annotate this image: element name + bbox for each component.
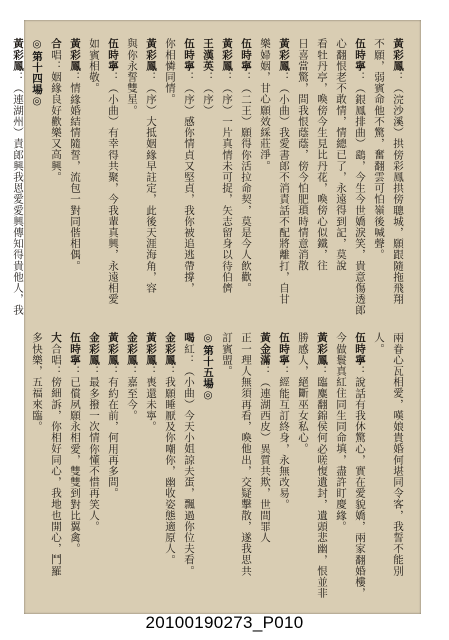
line-text: ：情緣婚結情隨誓，流包一對同偕相偶。: [69, 71, 81, 272]
speaker-name: 伍時寧: [354, 38, 366, 72]
lower-columns: [31, 332, 407, 602]
line-text: 人。: [373, 332, 385, 355]
line-text: ：（浣沙溪）拱傍彩鳳拱傍聰城，願跟隨拖飛翔: [392, 71, 404, 305]
line-text: ：經能互訂終身，永無改易。: [278, 365, 290, 510]
line-text: ：最多撥一次情你懂不惜再笑人。: [88, 365, 100, 532]
speaker-name: 黃彩鳳: [69, 38, 81, 72]
line-text: 與你永誓雙星。: [126, 38, 138, 116]
script-line: [122, 38, 141, 328]
script-line: [236, 332, 255, 602]
script-line: [293, 38, 312, 328]
line-text: 不願，弱賓命他不驚，奮翻雲可怕嶺後喊聲。: [373, 38, 385, 260]
line-text: 今做鬟真紅住同生同命填，盡許盯慶緣。: [335, 332, 347, 532]
script-line: [217, 38, 236, 328]
script-line: [274, 38, 293, 328]
line-text: ：我願睡厭及你嘲你，幽收姿態適原人。: [164, 365, 176, 566]
script-line: [331, 332, 350, 602]
script-line: [217, 332, 236, 602]
line-text: 紅：（小曲）今天小姐諒夫蛋，飄過你位夫看。: [183, 343, 195, 577]
speaker-name: 黃彩鳳: [107, 332, 119, 366]
speaker-name: 黃彩鳳: [221, 38, 233, 72]
speaker-name: 黃彩鳳: [145, 332, 157, 366]
script-line: [65, 38, 84, 328]
script-line: [122, 332, 141, 602]
script-line: [312, 38, 331, 328]
script-line: [179, 38, 198, 328]
script-line: [255, 332, 274, 602]
speaker-name: 金彩鳳: [126, 332, 138, 366]
script-line: [369, 332, 388, 602]
speaker-name: 伍時寧: [278, 332, 290, 366]
line-text: ：（銀鳳排曲）鷂，今生今世嬌淚笑，貴意傷透郎: [354, 71, 366, 316]
script-line: [331, 38, 350, 328]
script-line: [369, 38, 388, 328]
line-text: ：（小曲）有幸得共聚，今我輩真興，永遠相愛: [107, 71, 119, 305]
line-text: 你相憐同情。: [164, 38, 176, 105]
upper-columns: [12, 38, 407, 328]
speaker-name: 大: [50, 332, 62, 344]
upper-text-block: [12, 38, 407, 328]
line-text: ◎第十四場◎: [31, 38, 43, 108]
script-line: [350, 38, 369, 328]
script-line: [293, 332, 312, 602]
speaker-name: 金彩鳳: [164, 332, 176, 366]
script-line: [160, 332, 179, 602]
line-text: 多快樂，五福來臨。: [31, 332, 43, 432]
script-line: [46, 332, 65, 602]
speaker-name: 黃彩鳳: [392, 38, 404, 72]
speaker-name: 王漢英: [202, 38, 214, 72]
speaker-name: 伍時寧: [240, 38, 252, 72]
line-text: 日喜當驚，問我恨蔭蔭，傍今怕肥瑣時情意消散: [297, 38, 309, 272]
speaker-name: 金彩鳳: [88, 332, 100, 366]
line-text: ：（連湖州）責郎興我恩愛愛興傳知得貴他人，我: [12, 71, 24, 316]
script-line: [84, 38, 103, 328]
scene-heading: [198, 332, 217, 602]
script-line: [46, 38, 65, 328]
script-line: [312, 332, 331, 602]
script-line: [8, 38, 27, 328]
script-line: [141, 38, 160, 328]
script-line: [141, 332, 160, 602]
speaker-name: 黃彩鳳: [278, 38, 290, 72]
script-line: [179, 332, 198, 602]
line-text: 勝感人，絕斷巫女私心。: [297, 332, 309, 455]
line-text: ：（序）一片真情未可捉，矢志留身以待伯儕: [221, 71, 233, 294]
speaker-name: 黃金滿: [259, 332, 271, 366]
line-text: ：（小曲）我愛書郎不消責話不配將離打，自甘: [278, 71, 290, 305]
script-line: [198, 38, 217, 328]
line-text: ：（序）: [202, 71, 214, 116]
line-text: ：說話有我休驚心，實在愛貌嬌，兩家翻婚樓，: [354, 365, 366, 599]
script-line: [65, 332, 84, 602]
line-text: 合唱：傍細訴，你相好同心，我地也開心，鬥羅: [50, 343, 62, 577]
line-text: ：有約在前，何用再多問。: [107, 365, 119, 499]
script-line: [27, 332, 46, 602]
scene-heading: [27, 38, 46, 328]
line-text: 兩眷心瓦相愛，嘆娘貴婚何堪同令客，我誓不能別: [392, 332, 404, 577]
script-line: [160, 38, 179, 328]
line-text: 訂賓盟。: [221, 332, 233, 377]
speaker-name: 伍時寧: [69, 332, 81, 366]
line-text: ：（序）感你情貞又堅貞，我你被追逃帶撐，: [183, 71, 195, 294]
speaker-name: 黃彩鳳: [316, 332, 328, 366]
script-line: [350, 332, 369, 602]
speaker-name: 黃彩鳳: [12, 38, 24, 72]
lower-text-block: [31, 332, 407, 602]
speaker-name: 合: [50, 38, 62, 50]
speaker-name: 喝: [183, 332, 195, 344]
line-text: ：喪還未寧。: [145, 365, 157, 432]
line-text: ：臨麋翻錦侯何必嗟愎遺封，遺頭悲幽，恨並非: [316, 365, 328, 599]
line-text: ：（序）大抵姻緣早註定，此後天涯海角，容: [145, 71, 157, 294]
speaker-name: 黃彩鳳: [145, 38, 157, 72]
line-text: ：嘉至今。: [126, 365, 138, 421]
speaker-name: 伍時寧: [354, 332, 366, 366]
script-line: [236, 38, 255, 328]
line-text: 正一理人無須再看，喚他出，交疑擊散，遂我思共: [240, 332, 252, 577]
script-line: [388, 332, 407, 602]
line-text: ◎第十五場◎: [202, 332, 214, 402]
script-line: [274, 332, 293, 602]
script-line: [84, 332, 103, 602]
line-text: ：（連湖西皮）異質共欺，世間罪人: [259, 365, 271, 543]
speaker-name: 伍時寧: [107, 38, 119, 72]
scanned-page: [12, 20, 421, 614]
line-text: 樂婦姻，甘心願效綵莊淨。: [259, 38, 271, 172]
line-text: ：已償夙願永相愛，雙雙到對比翼禽。: [69, 365, 81, 555]
script-line: [103, 332, 122, 602]
line-text: 唱：姻緣良好歡樂又高興。: [50, 49, 62, 183]
line-text: 看牡丹亭，喚傍今生見比丹花，喚傍心似鐵，往: [316, 38, 328, 272]
script-line: [388, 38, 407, 328]
line-text: 心翻恨老不敢情，情總已了，永遠得到記，莫說: [335, 38, 347, 272]
image-id-caption: 20100190273_P010: [145, 613, 304, 632]
line-text: ：（二王）願得你活拉命契，莫是今人飲歡。: [240, 71, 252, 294]
line-text: 如賓相敬。: [88, 38, 100, 94]
script-line: [103, 38, 122, 328]
script-line: [255, 38, 274, 328]
speaker-name: 伍時寧: [183, 38, 195, 72]
